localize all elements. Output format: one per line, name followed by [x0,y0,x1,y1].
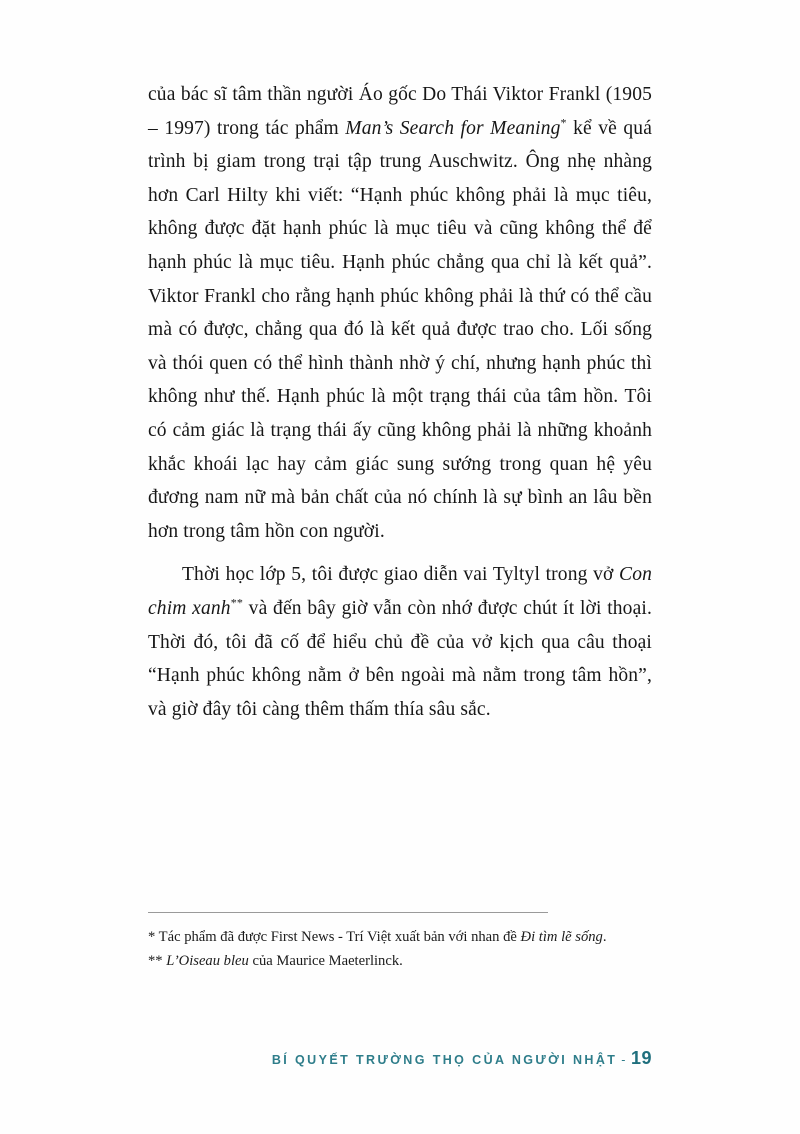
running-title: BÍ QUYẾT TRƯỜNG THỌ CỦA NGƯỜI NHẬT [271,1053,618,1067]
italic-text: Con chim xanh [148,564,652,619]
footnote-divider [148,912,548,913]
text-run: kể về quá trình bị giam trong trại tập trung Auschwitz. Ông nhẹ nhàng hơn Carl Hilty khi viết: “Hạnh phúc không phải là mục tiêu, không được đặt hạnh phúc là mục tiêu và cũng không thể để hạnh phúc là mục tiêu. Hạnh phúc chẳng qua chỉ là kết quả”. Viktor Frankl cho rằng hạnh phúc không phải là thứ có thể cầu mà có được, chẳng qua đó là kết quả được trao cho. Lối sống và thói quen có thể hình thành nhờ ý chí, nhưng hạnh phúc thì không như thế. Hạnh phúc là một trạng thái của tâm hồn. Tôi có cảm giác là trạng thái ấy cũng không phải là những khoảnh khắc khoái lạc hay cảm giác sung sướng trong quan hệ yêu đương nam nữ mà bản chất của nó chính là sự bình an lâu bền hơn trong tâm hồn con người. [148,117,652,542]
page-footer [148,1048,652,1069]
page-number: 19 [630,1048,652,1068]
text-run: và đến bây giờ vẫn còn nhớ được chút ít lời thoại. Thời đó, tôi đã cố để hiểu chủ đề của vở kịch qua câu thoại “Hạnh phúc không nằm ở bên ngoài mà nằm trong tâm hồn”, và giờ đây tôi càng thêm thấm thía sâu sắc. [148,597,652,720]
footer-separator: - [621,1053,627,1067]
footnote-block [148,912,652,973]
italic-text: Đi tìm lẽ sống [520,929,603,945]
text-run: Thời học lớp 5, tôi được giao diễn vai Tyltyl trong vở [182,564,620,586]
italic-text: L’Oiseau bleu [166,952,249,969]
footnote-marker: * [560,115,567,130]
body-paragraph [148,558,652,726]
italic-text: Man’s Search for Meaning [345,117,561,139]
text-run: ** [148,952,167,969]
footnote-marker: ** [230,595,243,610]
text-run: của bác sĩ tâm thần người Áo gốc Do Thái Viktor Frankl (1905 – 1997) trong tác phẩm [148,84,652,139]
footnote-item [148,926,652,950]
page-body [148,78,652,726]
text-run: * Tác phẩm đã được First News - Trí Việt xuất bản với nhan đề [148,929,521,945]
body-paragraph [148,78,652,548]
text-run: của Maurice Maeterlinck. [248,952,403,969]
footnote-item [148,950,652,974]
text-run: . [602,929,607,945]
